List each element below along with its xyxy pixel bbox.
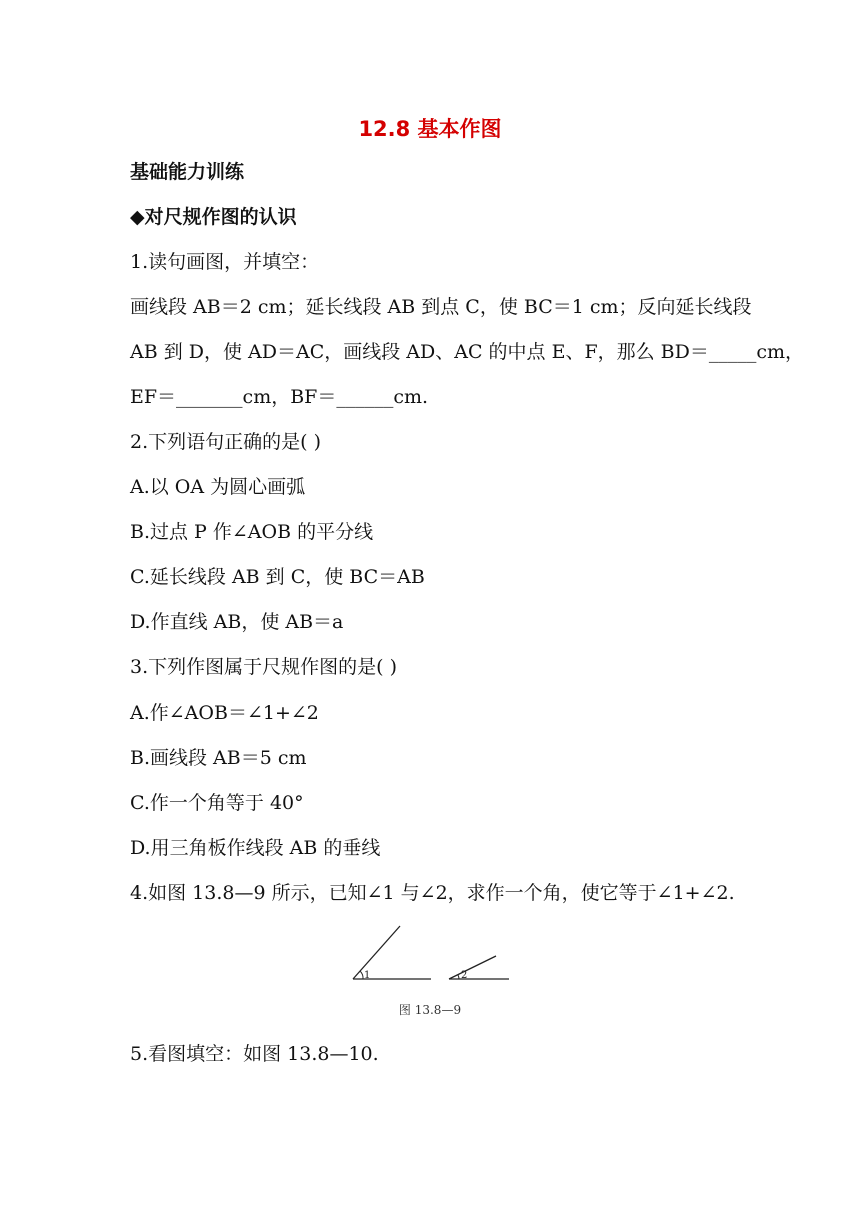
subsection-heading: ◆对尺规作图的认识	[130, 206, 297, 228]
question-2-option-a: A.以 OA 为圆心画弧	[130, 476, 306, 498]
angle-2-label: 2	[461, 970, 468, 981]
question-1-line-2: AB 到 D，使 AD＝AC，画线段 AD、AC 的中点 E、F，那么 BD＝_____cm，	[130, 341, 805, 363]
question-3-stem: 3.下列作图属于尺规作图的是( )	[130, 656, 397, 678]
question-1-line-1: 画线段 AB＝2 cm；延长线段 AB 到点 C，使 BC＝1 cm；反向延长线段	[130, 296, 752, 318]
question-2-option-c: C.延长线段 AB 到 C，使 BC＝AB	[130, 566, 425, 588]
angle-2-ray-upper	[449, 956, 496, 979]
question-2-option-b: B.过点 P 作∠AOB 的平分线	[130, 521, 374, 543]
question-1-line-3: EF＝_______cm，BF＝______cm.	[130, 386, 429, 408]
question-4-stem: 4.如图 13.8—9 所示，已知∠1 与∠2，求作一个角，使它等于∠1+∠2.	[130, 882, 735, 904]
question-3-option-b: B.画线段 AB＝5 cm	[130, 747, 307, 769]
figure-caption: 图 13.8—9	[398, 1003, 462, 1017]
question-2-stem: 2.下列语句正确的是( )	[130, 431, 321, 453]
angle-1-arc	[360, 971, 363, 979]
question-1-stem: 1.读句画图，并填空：	[130, 251, 320, 273]
page-title: 12.8 基本作图	[358, 117, 502, 141]
question-3-option-c: C.作一个角等于 40°	[130, 792, 304, 814]
angle-1-label: 1	[364, 970, 371, 981]
question-5-stem: 5.看图填空：如图 13.8—10.	[130, 1043, 379, 1065]
section-heading: 基础能力训练	[130, 161, 245, 183]
question-3-option-d: D.用三角板作线段 AB 的垂线	[130, 837, 381, 859]
question-2-option-d: D.作直线 AB，使 AB＝a	[130, 611, 344, 633]
question-3-option-a: A.作∠AOB＝∠1+∠2	[130, 702, 319, 724]
